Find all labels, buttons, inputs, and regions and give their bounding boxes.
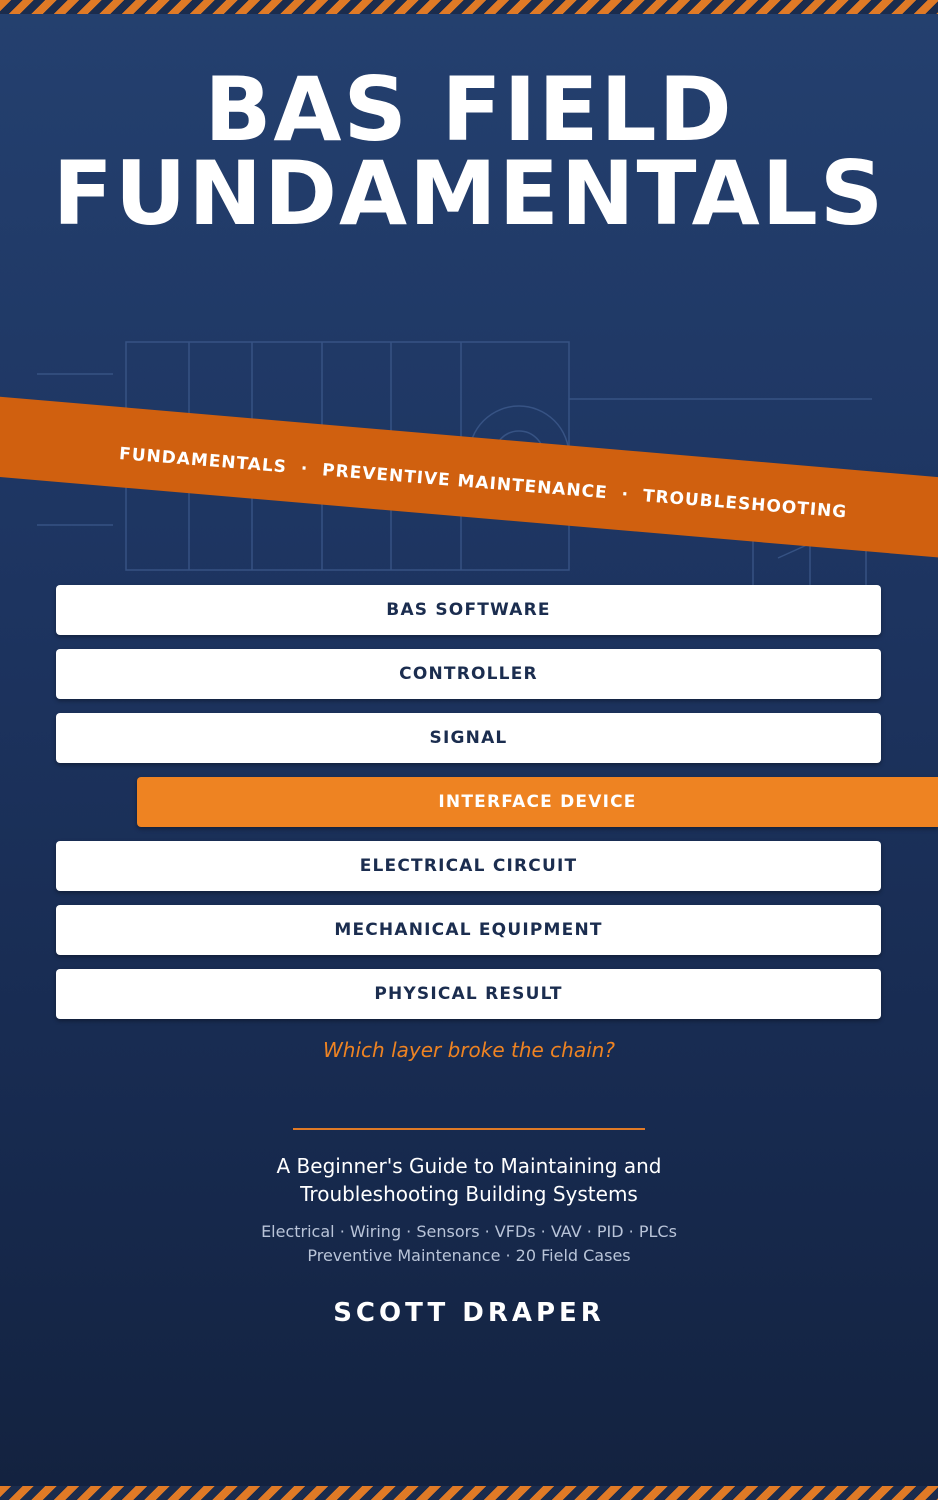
hazard-stripe-bottom xyxy=(0,1486,938,1500)
layer-signal xyxy=(56,713,881,763)
layer-controller xyxy=(56,649,881,699)
topics-list xyxy=(0,1220,938,1268)
band-item-fundamentals: FUNDAMENTALS xyxy=(118,444,288,478)
band-item-troubleshooting: TROUBLESHOOTING xyxy=(642,486,848,523)
band-separator: · xyxy=(299,458,310,480)
layer-physical-result xyxy=(56,969,881,1019)
subtitle xyxy=(0,1152,938,1208)
layer-label: BAS SOFTWARE xyxy=(386,600,551,620)
band-item-preventive-maintenance: PREVENTIVE MAINTENANCE xyxy=(321,460,609,504)
subtitle-line-1: A Beginner's Guide to Maintaining and xyxy=(276,1154,662,1178)
subtitle-line-2: Troubleshooting Building Systems xyxy=(300,1182,638,1206)
layer-label: MECHANICAL EQUIPMENT xyxy=(334,920,603,940)
topics-line-2: Preventive Maintenance · 20 Field Cases xyxy=(307,1246,631,1265)
layer-interface-device-highlighted xyxy=(137,777,938,827)
topics-line-1: Electrical · Wiring · Sensors · VFDs · VAV · PID · PLCs xyxy=(261,1222,677,1241)
tagline-question: Which layer broke the chain? xyxy=(323,1038,615,1062)
divider-line xyxy=(293,1128,645,1130)
title-line-1: BAS FIELD xyxy=(204,58,734,161)
layer-label: PHYSICAL RESULT xyxy=(374,984,563,1004)
layer-label: CONTROLLER xyxy=(399,664,538,684)
band-separator: · xyxy=(620,484,630,505)
layer-mechanical-equipment xyxy=(56,905,881,955)
layer-label: SIGNAL xyxy=(429,728,508,748)
title-line-2: FUNDAMENTALS xyxy=(52,142,886,245)
layer-bas-software xyxy=(56,585,881,635)
layer-label: INTERFACE DEVICE xyxy=(438,792,637,812)
layer-electrical-circuit xyxy=(56,841,881,891)
layer-label: ELECTRICAL CIRCUIT xyxy=(359,856,578,876)
author-name: SCOTT DRAPER xyxy=(333,1298,605,1328)
